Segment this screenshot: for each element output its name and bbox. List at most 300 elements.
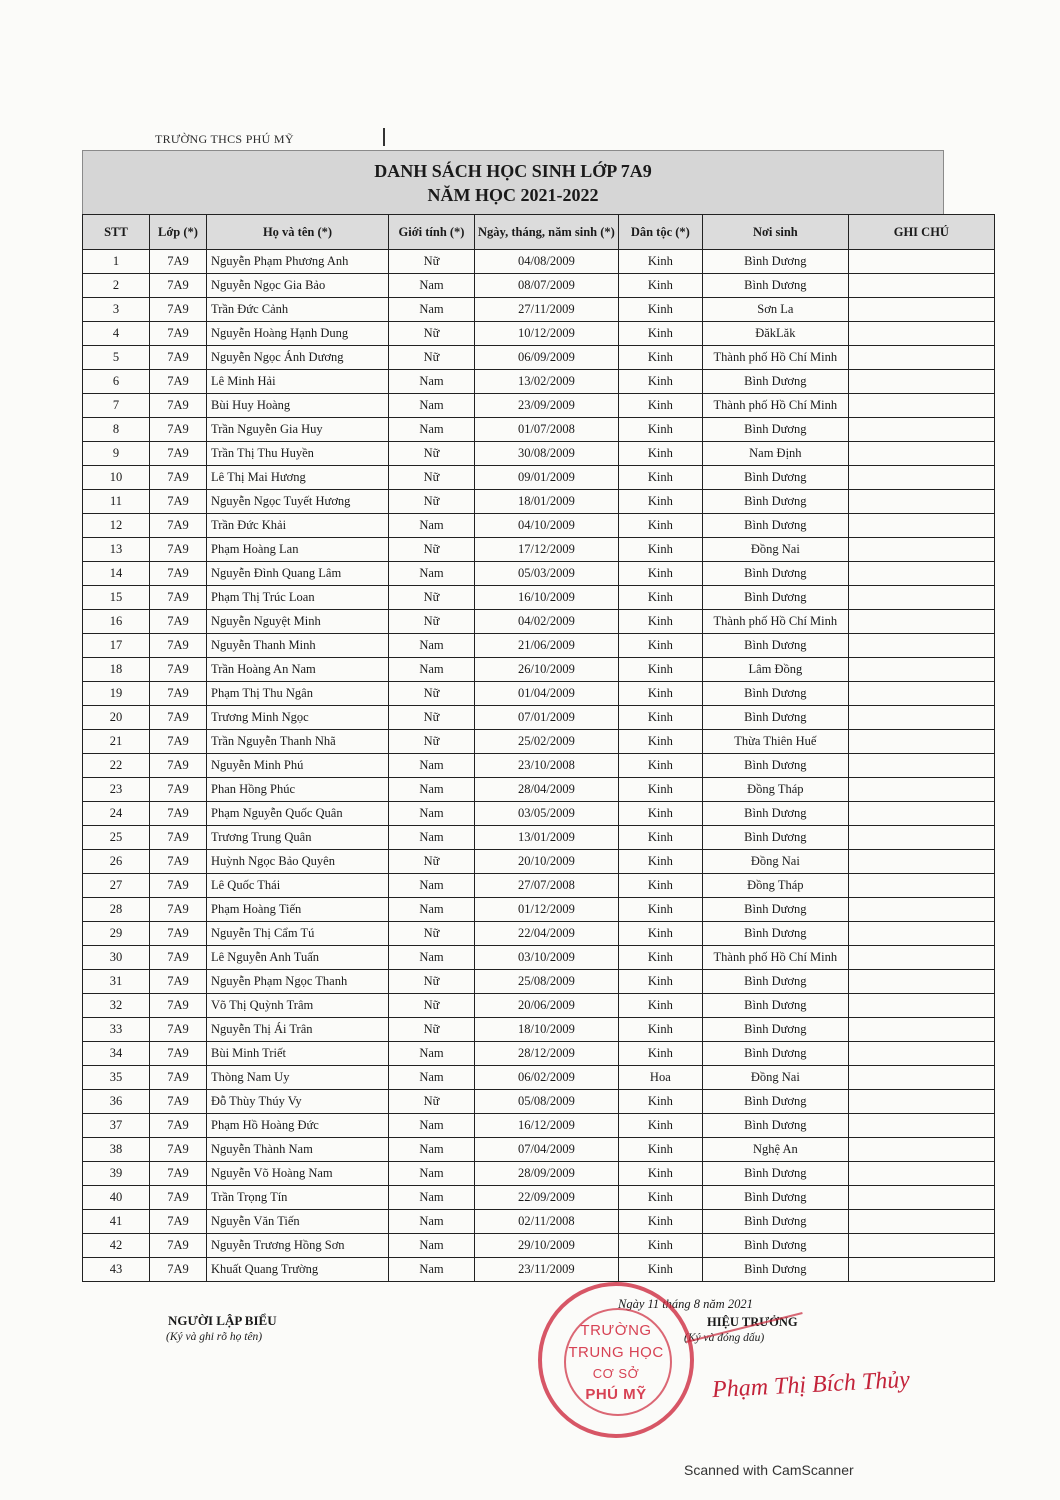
table-cell: Kinh <box>618 1018 702 1042</box>
table-cell: Nam <box>389 778 475 802</box>
table-cell: 17 <box>83 634 150 658</box>
table-cell: Nam <box>389 418 475 442</box>
table-cell: Kinh <box>618 730 702 754</box>
table-cell: Trần Thị Thu Huyền <box>207 442 389 466</box>
table-cell: Kinh <box>618 970 702 994</box>
table-cell: Nam <box>389 802 475 826</box>
table-cell: 7A9 <box>150 1066 207 1090</box>
table-cell: 31 <box>83 970 150 994</box>
student-roster-table <box>82 214 995 1282</box>
table-cell: 13/01/2009 <box>475 826 619 850</box>
table-row <box>83 1138 995 1162</box>
table-cell: 4 <box>83 322 150 346</box>
table-cell: Nguyễn Văn Tiến <box>207 1210 389 1234</box>
table-cell: Phạm Nguyễn Quốc Quân <box>207 802 389 826</box>
table-cell: Lê Quốc Thái <box>207 874 389 898</box>
table-cell: Kinh <box>618 322 702 346</box>
table-cell: Kinh <box>618 514 702 538</box>
table-cell: 43 <box>83 1258 150 1282</box>
table-cell: 37 <box>83 1114 150 1138</box>
table-cell: Kinh <box>618 466 702 490</box>
table-cell: Trần Hoàng An Nam <box>207 658 389 682</box>
table-cell: Nam Định <box>702 442 848 466</box>
table-cell <box>848 250 994 274</box>
table-cell <box>848 394 994 418</box>
table-cell <box>848 586 994 610</box>
table-cell <box>848 1114 994 1138</box>
table-cell: 7A9 <box>150 370 207 394</box>
table-cell: 38 <box>83 1138 150 1162</box>
table-cell: Bùi Minh Triết <box>207 1042 389 1066</box>
header-divider <box>383 128 385 146</box>
table-row <box>83 1018 995 1042</box>
table-cell: Kinh <box>618 370 702 394</box>
table-cell: Nguyễn Ngọc Tuyết Hương <box>207 490 389 514</box>
school-name: TRƯỜNG THCS PHÚ MỸ <box>155 132 294 146</box>
table-cell: Bình Dương <box>702 418 848 442</box>
table-cell: Phạm Thị Thu Ngân <box>207 682 389 706</box>
table-cell: 7A9 <box>150 514 207 538</box>
table-row <box>83 514 995 538</box>
table-cell <box>848 538 994 562</box>
table-cell: 18/01/2009 <box>475 490 619 514</box>
table-row <box>83 898 995 922</box>
table-cell <box>848 802 994 826</box>
table-cell: 04/10/2009 <box>475 514 619 538</box>
table-cell: 7A9 <box>150 1042 207 1066</box>
table-cell: 3 <box>83 298 150 322</box>
table-cell: Nam <box>389 1210 475 1234</box>
table-row <box>83 634 995 658</box>
table-cell: 34 <box>83 1042 150 1066</box>
stamp-text-1: TRƯỜNG <box>580 1322 652 1339</box>
table-cell: Nguyễn Ngọc Ánh Dương <box>207 346 389 370</box>
table-cell <box>848 754 994 778</box>
table-cell: 27 <box>83 874 150 898</box>
table-cell: Thành phố Hồ Chí Minh <box>702 946 848 970</box>
table-cell: Kinh <box>618 250 702 274</box>
table-cell: 29/10/2009 <box>475 1234 619 1258</box>
table-cell: 07/04/2009 <box>475 1138 619 1162</box>
table-row <box>83 1234 995 1258</box>
table-cell <box>848 1234 994 1258</box>
column-header: Nơi sinh <box>702 215 848 250</box>
table-cell: Đồng Nai <box>702 538 848 562</box>
table-cell: Kinh <box>618 706 702 730</box>
table-cell: 7A9 <box>150 346 207 370</box>
table-cell: 08/07/2009 <box>475 274 619 298</box>
table-cell: 2 <box>83 274 150 298</box>
table-cell: Nữ <box>389 706 475 730</box>
table-cell: 27/07/2008 <box>475 874 619 898</box>
table-row <box>83 778 995 802</box>
table-cell: Trương Trung Quân <box>207 826 389 850</box>
table-cell: Kinh <box>618 442 702 466</box>
table-cell <box>848 946 994 970</box>
table-row <box>83 826 995 850</box>
table-row <box>83 298 995 322</box>
table-cell <box>848 490 994 514</box>
table-cell: 7A9 <box>150 562 207 586</box>
preparer-title: NGƯỜI LẬP BIỂU <box>168 1313 277 1328</box>
table-cell: Kinh <box>618 850 702 874</box>
table-cell <box>848 826 994 850</box>
table-row <box>83 1258 995 1282</box>
table-cell: 16 <box>83 610 150 634</box>
table-cell: Bình Dương <box>702 1234 848 1258</box>
table-cell: Nam <box>389 1186 475 1210</box>
stamp-text-4: PHÚ MỸ <box>585 1386 647 1403</box>
table-cell: Kinh <box>618 658 702 682</box>
table-cell: Bình Dương <box>702 970 848 994</box>
table-row <box>83 922 995 946</box>
table-row <box>83 946 995 970</box>
table-cell <box>848 682 994 706</box>
table-cell: Nguyễn Thị Cẩm Tú <box>207 922 389 946</box>
table-row <box>83 1042 995 1066</box>
table-cell: 7A9 <box>150 1210 207 1234</box>
table-cell: Nguyễn Thị Ái Trân <box>207 1018 389 1042</box>
column-header: Giới tính (*) <box>389 215 475 250</box>
table-cell <box>848 442 994 466</box>
table-cell: Thừa Thiên Huế <box>702 730 848 754</box>
table-cell: Nguyễn Thành Nam <box>207 1138 389 1162</box>
table-cell: Kinh <box>618 298 702 322</box>
table-cell: Bùi Huy Hoàng <box>207 394 389 418</box>
table-cell: Kinh <box>618 826 702 850</box>
table-cell: Phạm Hoàng Tiến <box>207 898 389 922</box>
table-cell: Kinh <box>618 946 702 970</box>
table-cell: Trần Đức Cảnh <box>207 298 389 322</box>
stamp-text-3: CƠ SỞ <box>592 1366 640 1381</box>
table-cell: Hoa <box>618 1066 702 1090</box>
table-cell: 06/09/2009 <box>475 346 619 370</box>
table-cell: Kinh <box>618 874 702 898</box>
table-cell: Bình Dương <box>702 922 848 946</box>
table-cell: Bình Dương <box>702 1162 848 1186</box>
table-cell: 01/04/2009 <box>475 682 619 706</box>
table-cell: 19 <box>83 682 150 706</box>
table-cell: Kinh <box>618 346 702 370</box>
table-cell: 7A9 <box>150 1090 207 1114</box>
table-cell: Nam <box>389 1234 475 1258</box>
table-cell: Lê Minh Hải <box>207 370 389 394</box>
table-cell: Nữ <box>389 442 475 466</box>
table-cell: Nam <box>389 274 475 298</box>
table-cell: Kinh <box>618 634 702 658</box>
table-cell <box>848 274 994 298</box>
table-cell: 28/12/2009 <box>475 1042 619 1066</box>
table-cell: 06/02/2009 <box>475 1066 619 1090</box>
table-cell: Nam <box>389 946 475 970</box>
table-cell: Thành phố Hồ Chí Minh <box>702 610 848 634</box>
table-cell: Bình Dương <box>702 802 848 826</box>
column-header: STT <box>83 215 150 250</box>
table-cell: Nam <box>389 898 475 922</box>
table-cell: 41 <box>83 1210 150 1234</box>
table-cell: Nguyễn Phạm Phương Anh <box>207 250 389 274</box>
table-cell: 23/10/2008 <box>475 754 619 778</box>
table-row <box>83 418 995 442</box>
table-cell: Nữ <box>389 610 475 634</box>
table-cell: Nam <box>389 634 475 658</box>
table-cell <box>848 370 994 394</box>
table-cell: Thòng Nam Uy <box>207 1066 389 1090</box>
table-cell <box>848 1138 994 1162</box>
table-cell <box>848 562 994 586</box>
table-row <box>83 394 995 418</box>
table-cell: Bình Dương <box>702 994 848 1018</box>
table-cell: 07/01/2009 <box>475 706 619 730</box>
table-cell: 05/08/2009 <box>475 1090 619 1114</box>
table-cell: 7A9 <box>150 1162 207 1186</box>
column-header: Ngày, tháng, năm sinh (*) <box>475 215 619 250</box>
table-row <box>83 970 995 994</box>
table-cell: Nữ <box>389 586 475 610</box>
table-cell: 7A9 <box>150 658 207 682</box>
table-cell: Kinh <box>618 610 702 634</box>
table-cell: Bình Dương <box>702 1042 848 1066</box>
table-cell: Nữ <box>389 922 475 946</box>
table-cell: Kinh <box>618 1162 702 1186</box>
table-row <box>83 850 995 874</box>
table-cell: Bình Dương <box>702 274 848 298</box>
table-cell: Đỗ Thùy Thúy Vy <box>207 1090 389 1114</box>
table-cell: 7A9 <box>150 634 207 658</box>
table-cell: Bình Dương <box>702 1018 848 1042</box>
table-cell: 7A9 <box>150 1138 207 1162</box>
table-cell: 7A9 <box>150 754 207 778</box>
table-row <box>83 586 995 610</box>
table-cell: Nam <box>389 514 475 538</box>
table-cell: Kinh <box>618 1090 702 1114</box>
table-cell <box>848 730 994 754</box>
table-cell: Khuất Quang Trường <box>207 1258 389 1282</box>
table-cell: 7A9 <box>150 1234 207 1258</box>
table-cell: Kinh <box>618 778 702 802</box>
table-cell: Bình Dương <box>702 370 848 394</box>
school-year: NĂM HỌC 2021-2022 <box>427 185 599 205</box>
table-cell: Trần Đức Khải <box>207 514 389 538</box>
table-cell: Nguyễn Minh Phú <box>207 754 389 778</box>
column-header: Lớp (*) <box>150 215 207 250</box>
table-cell: Kinh <box>618 922 702 946</box>
table-cell: Đồng Tháp <box>702 874 848 898</box>
table-cell: Nam <box>389 1066 475 1090</box>
table-cell: 33 <box>83 1018 150 1042</box>
table-cell: Trần Trọng Tín <box>207 1186 389 1210</box>
table-cell: 18/10/2009 <box>475 1018 619 1042</box>
table-cell: Kinh <box>618 994 702 1018</box>
table-cell <box>848 1210 994 1234</box>
table-cell: Sơn La <box>702 298 848 322</box>
table-cell: 14 <box>83 562 150 586</box>
table-cell: Kinh <box>618 538 702 562</box>
table-cell <box>848 850 994 874</box>
table-cell <box>848 466 994 490</box>
table-cell <box>848 634 994 658</box>
table-cell: 05/03/2009 <box>475 562 619 586</box>
table-cell: Trương Minh Ngọc <box>207 706 389 730</box>
table-cell: 7A9 <box>150 706 207 730</box>
table-cell <box>848 346 994 370</box>
table-cell: 28 <box>83 898 150 922</box>
table-cell: Kinh <box>618 1258 702 1282</box>
table-row <box>83 754 995 778</box>
table-cell: Phan Hồng Phúc <box>207 778 389 802</box>
table-cell: Đồng Nai <box>702 850 848 874</box>
table-cell: Nữ <box>389 250 475 274</box>
table-cell: 7A9 <box>150 322 207 346</box>
table-cell: 7A9 <box>150 538 207 562</box>
table-cell: Lê Nguyễn Anh Tuấn <box>207 946 389 970</box>
table-cell: 8 <box>83 418 150 442</box>
table-cell: Nguyễn Hoàng Hạnh Dung <box>207 322 389 346</box>
table-cell: 04/08/2009 <box>475 250 619 274</box>
column-header: Họ và tên (*) <box>207 215 389 250</box>
table-cell: 22 <box>83 754 150 778</box>
table-cell: Nguyễn Thanh Minh <box>207 634 389 658</box>
table-cell: 13 <box>83 538 150 562</box>
table-cell: 7A9 <box>150 850 207 874</box>
table-cell: Lê Thị Mai Hương <box>207 466 389 490</box>
table-row <box>83 1210 995 1234</box>
table-cell: 7A9 <box>150 1114 207 1138</box>
table-cell: 7A9 <box>150 418 207 442</box>
table-cell: Nguyễn Nguyệt Minh <box>207 610 389 634</box>
table-cell: Bình Dương <box>702 1210 848 1234</box>
table-cell: Bình Dương <box>702 634 848 658</box>
table-cell <box>848 706 994 730</box>
table-row <box>83 802 995 826</box>
table-row <box>83 466 995 490</box>
table-cell: Kinh <box>618 898 702 922</box>
table-cell: 20/10/2009 <box>475 850 619 874</box>
table-cell: Bình Dương <box>702 1114 848 1138</box>
table-row <box>83 562 995 586</box>
table-cell: Bình Dương <box>702 826 848 850</box>
table-row <box>83 1186 995 1210</box>
table-cell <box>848 1042 994 1066</box>
table-row <box>83 1162 995 1186</box>
table-cell: 24 <box>83 802 150 826</box>
document-title: DANH SÁCH HỌC SINH LỚP 7A9 <box>374 161 652 181</box>
table-cell: 26/10/2009 <box>475 658 619 682</box>
table-cell: Bình Dương <box>702 898 848 922</box>
table-row <box>83 706 995 730</box>
column-header: GHI CHÚ <box>848 215 994 250</box>
table-cell: 36 <box>83 1090 150 1114</box>
table-cell: 7A9 <box>150 826 207 850</box>
table-cell: Nữ <box>389 1090 475 1114</box>
table-cell: Kinh <box>618 1234 702 1258</box>
table-cell: 7A9 <box>150 802 207 826</box>
table-cell: Nữ <box>389 346 475 370</box>
table-cell: Thành phố Hồ Chí Minh <box>702 346 848 370</box>
table-cell: 7A9 <box>150 922 207 946</box>
table-cell: Võ Thị Quỳnh Trâm <box>207 994 389 1018</box>
table-cell: Nam <box>389 1114 475 1138</box>
table-cell: 01/12/2009 <box>475 898 619 922</box>
table-cell: Kinh <box>618 682 702 706</box>
table-cell: Bình Dương <box>702 514 848 538</box>
table-cell: Nữ <box>389 994 475 1018</box>
table-cell: Nam <box>389 370 475 394</box>
table-cell: 21 <box>83 730 150 754</box>
table-row <box>83 538 995 562</box>
column-header: Dân tộc (*) <box>618 215 702 250</box>
table-cell: Kinh <box>618 274 702 298</box>
table-cell: Nam <box>389 1138 475 1162</box>
table-cell: Nam <box>389 562 475 586</box>
table-cell: Bình Dương <box>702 1186 848 1210</box>
table-cell: 28/09/2009 <box>475 1162 619 1186</box>
table-cell: Nam <box>389 658 475 682</box>
table-cell: Kinh <box>618 1210 702 1234</box>
table-cell: Nữ <box>389 466 475 490</box>
table-cell: Kinh <box>618 562 702 586</box>
table-cell <box>848 658 994 682</box>
table-cell: Bình Dương <box>702 562 848 586</box>
table-cell: Kinh <box>618 1114 702 1138</box>
title-banner <box>82 150 944 214</box>
table-cell: 16/10/2009 <box>475 586 619 610</box>
table-cell: Nữ <box>389 850 475 874</box>
table-cell: 7 <box>83 394 150 418</box>
table-row <box>83 1114 995 1138</box>
table-cell: 25 <box>83 826 150 850</box>
principal-title: HIỆU TRƯỞNG <box>707 1315 798 1329</box>
table-cell: Thành phố Hồ Chí Minh <box>702 394 848 418</box>
table-cell: Huỳnh Ngọc Bảo Quyên <box>207 850 389 874</box>
table-cell <box>848 1018 994 1042</box>
table-cell: Nguyễn Võ Hoàng Nam <box>207 1162 389 1186</box>
table-cell: Nam <box>389 874 475 898</box>
table-cell: 12 <box>83 514 150 538</box>
table-cell: Nam <box>389 826 475 850</box>
table-cell: Phạm Thị Trúc Loan <box>207 586 389 610</box>
table-row <box>83 658 995 682</box>
table-cell: 21/06/2009 <box>475 634 619 658</box>
scanner-watermark: Scanned with CamScanner <box>684 1462 854 1478</box>
table-cell: Trần Nguyễn Thanh Nhã <box>207 730 389 754</box>
table-cell: Kinh <box>618 802 702 826</box>
table-cell: Kinh <box>618 1186 702 1210</box>
table-row <box>83 874 995 898</box>
table-cell: 04/02/2009 <box>475 610 619 634</box>
table-cell: Kinh <box>618 490 702 514</box>
table-cell: Nguyễn Ngọc Gia Bảo <box>207 274 389 298</box>
table-cell: 7A9 <box>150 1186 207 1210</box>
table-cell: Kinh <box>618 418 702 442</box>
table-cell <box>848 322 994 346</box>
table-cell: Nam <box>389 394 475 418</box>
table-cell: 42 <box>83 1234 150 1258</box>
table-cell: Nam <box>389 1162 475 1186</box>
table-cell: Kinh <box>618 754 702 778</box>
table-cell: 23/09/2009 <box>475 394 619 418</box>
table-cell: 7A9 <box>150 994 207 1018</box>
table-cell <box>848 874 994 898</box>
table-cell: 7A9 <box>150 1018 207 1042</box>
table-row <box>83 346 995 370</box>
principal-note: (Ký và đóng dấu) <box>684 1332 765 1344</box>
table-cell: Nguyễn Phạm Ngọc Thanh <box>207 970 389 994</box>
stamp-text-2: TRUNG HỌC <box>568 1344 664 1361</box>
table-cell <box>848 1066 994 1090</box>
table-cell: ĐăkLăk <box>702 322 848 346</box>
table-cell: 11 <box>83 490 150 514</box>
